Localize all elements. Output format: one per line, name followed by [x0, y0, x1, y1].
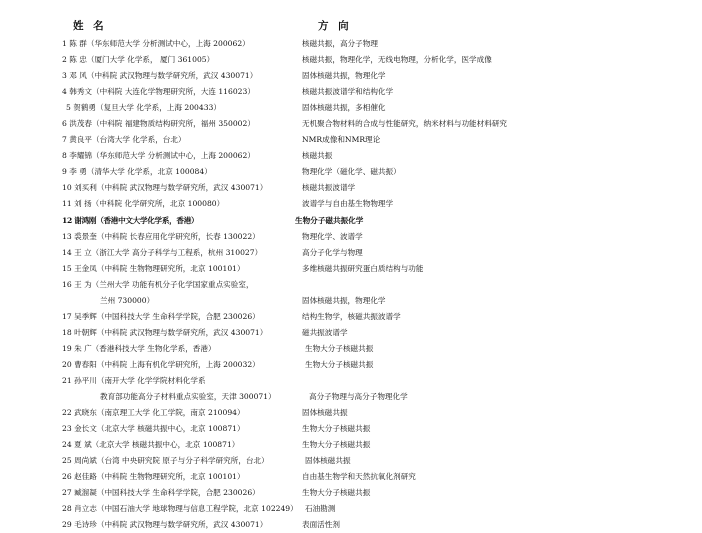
research-direction: 表面活性剂 — [302, 520, 340, 530]
member-affiliation: 7 黄良平（台湾大学 化学系，台北） — [62, 135, 186, 145]
table-row — [0, 453, 702, 469]
research-direction: 生物大分子核磁共振 — [302, 424, 371, 434]
research-direction: 物理化学（磁化学、磁共振） — [302, 167, 401, 177]
member-affiliation: 26 赵佳路（中科院 生物物理研究所，北京 100101） — [62, 472, 245, 482]
member-list — [0, 36, 702, 533]
table-row — [0, 213, 702, 229]
member-affiliation: 1 陈 群（华东师范大学 分析测试中心，上海 200062） — [62, 39, 250, 48]
member-affiliation-continued: 教育部功能高分子材料重点实验室，天津 300071） — [100, 392, 276, 402]
research-direction: 生物大分子核磁共振 — [305, 359, 374, 369]
research-direction: 核磁共振，高分子物理 — [302, 39, 378, 48]
member-affiliation: 29 毛诗珍（中科院 武汉物理与数学研究所，武汉 430071） — [62, 520, 268, 530]
research-direction: 自由基生物学和天然抗氧化剂研究 — [302, 472, 416, 482]
member-affiliation: 24 夏 斌（北京大学 核磁共振中心，北京 100871） — [62, 440, 240, 450]
research-direction: 生物大分子核磁共振 — [302, 440, 371, 450]
table-row — [0, 196, 702, 212]
research-direction: 生物大分子核磁共振 — [305, 343, 374, 353]
table-row — [0, 132, 702, 148]
member-affiliation: 21 孙平川（南开大学 化学学院材料化学系 — [62, 375, 206, 385]
member-affiliation: 14 王 立（浙江大学 高分子科学与工程系，杭州 310027） — [62, 247, 263, 257]
research-direction: NMR成像和NMR理论 — [302, 135, 381, 145]
member-affiliation: 8 李耀锦（华东师范大学 分析测试中心，上海 200062） — [62, 151, 255, 161]
research-direction: 核磁共振 — [302, 151, 333, 161]
table-row — [0, 164, 702, 180]
member-affiliation: 22 武晓东（南京理工大学 化工学院，南京 210094） — [62, 408, 245, 418]
header-direction: 方 向 — [318, 20, 352, 32]
table-row — [0, 52, 702, 68]
research-direction: 磁共振波谱学 — [302, 327, 348, 337]
research-direction: 固体核磁共振 — [302, 408, 348, 418]
table-row — [0, 277, 702, 293]
member-affiliation: 18 叶朝辉（中科院 武汉物理与数学研究所，武汉 430071） — [62, 327, 268, 337]
member-affiliation: 2 陈 忠（厦门大学 化学系， 厦门 361005） — [62, 55, 215, 65]
member-affiliation: 13 裘景奎（中科院 长春应用化学研究所，长春 130022） — [62, 231, 260, 241]
research-direction: 高分子物理与高分子物理化学 — [309, 392, 408, 402]
table-row — [0, 341, 702, 357]
member-affiliation: 11 刘 扬（中科院 化学研究所，北京 100080） — [62, 199, 225, 209]
member-affiliation: 9 李 勇（清华大学 化学系，北京 100084） — [62, 167, 212, 177]
table-row — [0, 373, 702, 389]
member-affiliation: 15 王金凤（中科院 生物物理研究所，北京 100101） — [62, 263, 245, 273]
table-header — [0, 18, 702, 34]
table-row — [0, 100, 702, 116]
member-affiliation: 5 贺鹤勇（复旦大学 化学系，上海 200433） — [66, 103, 221, 113]
research-direction: 核磁共振波谱学和结构化学 — [302, 87, 394, 97]
member-affiliation: 23 金长文（北京大学 核磁共振中心，北京 100871） — [62, 424, 245, 434]
table-row — [0, 421, 702, 437]
research-direction: 固体核磁共振 — [305, 456, 351, 466]
research-direction: 生物分子磁共振化学 — [295, 215, 364, 225]
research-direction: 固体核磁共振，物理化学 — [302, 295, 386, 305]
table-row — [0, 485, 702, 501]
member-affiliation: 10 刘买利（中科院 武汉物理与数学研究所，武汉 430071） — [62, 183, 268, 193]
member-affiliation: 16 王 为（兰州大学 功能有机分子化学国家重点实验室， — [62, 279, 254, 289]
table-row — [0, 68, 702, 84]
research-direction: 高分子化学与物理 — [302, 247, 363, 257]
member-affiliation: 25 周尚斌（台湾 中央研究院 原子与分子科学研究所，台北） — [62, 456, 269, 466]
table-row — [0, 261, 702, 277]
table-row — [0, 309, 702, 325]
member-affiliation: 3 邓 风（中科院 武汉物理与数学研究所，武汉 430071） — [62, 71, 258, 81]
research-direction: 核磁共振，物理化学，无线电物理，分析化学，医学成像 — [302, 55, 492, 65]
table-row — [0, 245, 702, 261]
table-row-continuation — [0, 293, 702, 309]
table-row — [0, 469, 702, 485]
member-affiliation: 27 臧溜凝（中国科技大学 生命科学学院，合肥 230026） — [62, 488, 260, 498]
member-affiliation: 6 洪茂春（中科院 福建物质结构研究所，福州 350002） — [62, 119, 255, 129]
research-direction: 核磁共振波谱学 — [302, 183, 356, 193]
member-affiliation: 17 吴季辉（中国科技大学 生命科学学院，合肥 230026） — [62, 311, 260, 321]
table-row — [0, 36, 702, 52]
table-row — [0, 501, 702, 517]
table-row-continuation — [0, 389, 702, 405]
research-direction: 石油勘测 — [305, 504, 336, 514]
research-direction: 固体核磁共振，物理化学 — [302, 71, 386, 81]
header-name: 姓 名 — [73, 20, 107, 32]
member-affiliation: 4 韩秀文（中科院 大连化学物理研究所，大连 116023） — [62, 87, 255, 97]
table-row — [0, 229, 702, 245]
member-affiliation: 12 谢鸿刚（香港中文大学化学系，香港） — [62, 215, 199, 225]
table-row — [0, 180, 702, 196]
research-direction: 无机聚合物材料的合成与性能研究，纳米材料与功能材料研究 — [302, 119, 508, 129]
table-row — [0, 357, 702, 373]
research-direction: 结构生物学，核磁共振波谱学 — [302, 311, 401, 321]
member-affiliation: 19 朱 广（香港科技大学 生物化学系，香港） — [62, 343, 216, 353]
research-direction: 固体核磁共振，多相催化 — [302, 103, 386, 113]
member-affiliation: 28 肖立志（中国石油大学 地球物理与信息工程学院，北京 102249） — [62, 504, 298, 514]
member-affiliation: 20 曹春阳（中科院 上海有机化学研究所，上海 200032） — [62, 359, 260, 369]
research-direction: 多维核磁共振研究蛋白质结构与功能 — [302, 263, 424, 273]
table-row — [0, 405, 702, 421]
research-direction: 生物大分子核磁共振 — [302, 488, 371, 498]
table-row — [0, 84, 702, 100]
member-affiliation-continued: 兰州 730000） — [100, 295, 155, 305]
table-row — [0, 148, 702, 164]
table-row — [0, 116, 702, 132]
table-row — [0, 517, 702, 533]
table-row — [0, 437, 702, 453]
table-row — [0, 325, 702, 341]
research-direction: 波谱学与自由基生物物理学 — [302, 199, 394, 209]
research-direction: 物理化学、波谱学 — [302, 231, 363, 241]
